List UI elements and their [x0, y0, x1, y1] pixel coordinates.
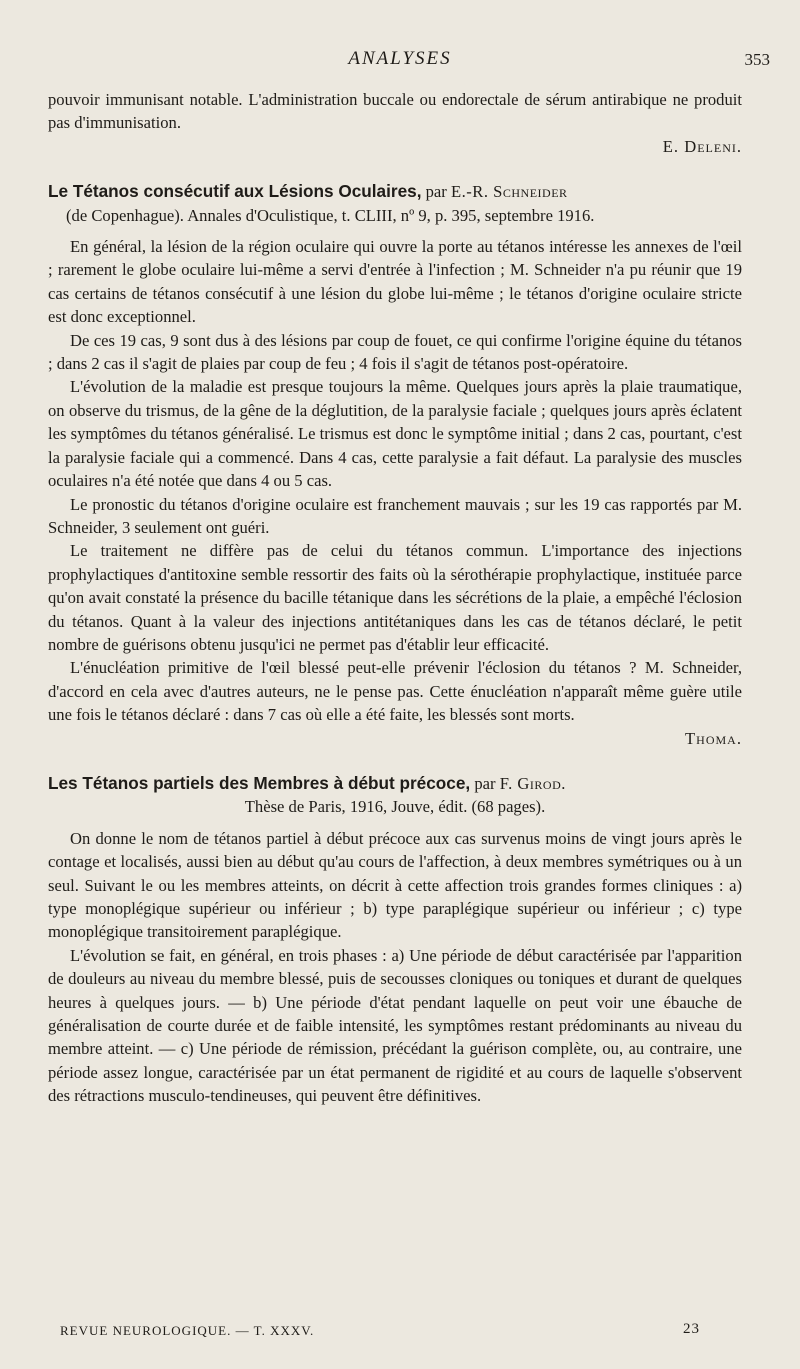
article-1-heading	[48, 180, 742, 227]
sheet-number: 23	[683, 1321, 700, 1337]
article-1-paragraph-5: Le traitement ne diffère pas de celui du tétanos commun. L'importance des injections prophylactiques d'antitoxine semble ressortir des faits où la sérothérapie prophylactique, instituée parce qu'on avait constaté la présence du bacille tétanique dans les sécrétions de la plaie, a empêché l'éclosion du tétanos. Quant à la valeur des injections antitétaniques dans les cas de tétanos déclaré, le petit nombre de guérisons obtenu jusqu'ici ne permet pas d'établir leur efficacité.	[48, 541, 742, 654]
article-1-by: par	[425, 182, 447, 202]
intro-signature: E. Deleni.	[662, 136, 742, 156]
article-1-paragraph-2: De ces 19 cas, 9 sont dus à des lésions par coup de fouet, ce qui confirme l'origine équine du tétanos ; dans 2 cas il s'agit de plaies par coup de feu ; 4 fois il s'agit de tétanos post-opératoire.	[48, 330, 742, 374]
article-2-paragraph-1: On donne le nom de tétanos partiel à début précoce aux cas survenus moins de vingt jours après le contage et localisés, aussi bien au début qu'au cours de l'affection, à deux membres symétriques ou à un seul. Suivant le ou les membres atteints, on décrit à cette affection trois grandes formes cliniques : a) type monoplégique supérieur ou inférieur ; b) type paraplégique supérieur ou inférieur ; c) type monoplégique transitoirement paraplégique.	[48, 828, 742, 942]
article-1-title: Le Tétanos consécutif aux Lésions Oculaires,	[48, 181, 422, 202]
intro-text: pouvoir immunisant notable. L'administration buccale ou endorectale de sérum antirabique ne produit pas d'immunisation.	[48, 90, 742, 133]
article-1-paragraph-1: En général, la lésion de la région oculaire qui ouvre la porte au tétanos intéresse les annexes de l'œil ; rarement le globe oculaire lui-même a servi d'entrée à l'infection ; M. Schneider n'a pu réunir que 19 cas certains de tétanos consécutif à une lésion du globe lui-même ; le tétanos d'origine oculaire stricte est donc exceptionnel.	[48, 237, 742, 327]
running-title: ANALYSES	[348, 48, 452, 69]
article-1-reference: (de Copenhague). Annales d'Oculistique, t. CLIII, nº 9, p. 395, septembre 1916.	[66, 205, 595, 225]
article-1-paragraph-6-text: L'énucléation primitive de l'œil blessé peut-elle prévenir l'éclosion du tétanos ? M. Schneider, d'accord en cela avec d'autres auteurs, ne le pense pas. Cette énucléation n'apparaît même guère utile une fois le tétanos déclaré : dans 7 cas où elle a été faite, les blessés sont morts.	[48, 658, 742, 725]
journal-name: REVUE NEUROLOGIQUE. — T. XXXV.	[60, 1323, 315, 1338]
article-2-author: F. Girod.	[499, 773, 566, 793]
intro-paragraph	[48, 88, 742, 158]
article-2-heading	[48, 772, 742, 819]
article-1-paragraph-4: Le pronostic du tétanos d'origine oculaire est franchement mauvais ; sur les 19 cas rapportés par M. Schneider, 3 seulement ont guéri.	[48, 494, 742, 537]
article-1-author: E.-R. Schneider	[450, 182, 568, 202]
running-head	[0, 46, 800, 76]
page-body	[48, 88, 742, 1108]
article-2-title: Les Tétanos partiels des Membres à début précoce,	[48, 772, 471, 793]
article-1-paragraph-6	[48, 656, 742, 750]
article-2-by: par	[474, 773, 496, 793]
article-2-reference: Thèse de Paris, 1916, Jouve, édit. (68 pages).	[244, 797, 546, 817]
article-1-paragraph-3: L'évolution de la maladie est presque toujours la même. Quelques jours après la plaie traumatique, on observe du trismus, de la gêne de la déglutition, de la paralysie faciale ; quelques jours après éclatent les symptômes du tétanos généralisé. Le trismus est donc le symptôme initial ; dans 2 cas, pourtant, c'est la paralysie faciale qui a commencé. Dans 4 cas, cette paralysie a fait défaut. La paralysie des muscles oculaires n'a été notée que dans 4 ou 5 cas.	[48, 377, 742, 491]
page-number: 353	[744, 50, 770, 69]
article-2-paragraph-2: L'évolution se fait, en général, en trois phases : a) Une période de début caractérisée par l'apparition de douleurs au niveau du membre blessé, puis de secousses cloniques ou toniques et durant de quelques heures à quelques jours. — b) Une période d'état pendant laquelle on peut voir une ébauche de généralisation de courte durée et de faible intensité, les symptômes restant prédominants au niveau du membre atteint. — c) Une période de rémission, précédant la guérison complète, ou, au contraire, une période assez longue, caractérisée par un état permanent de rigidité et au cours de laquelle s'observent des rétractions musculo-tendineuses, qui peuvent être définitives.	[48, 945, 742, 1106]
article-1-signature: Thoma.	[685, 728, 742, 748]
